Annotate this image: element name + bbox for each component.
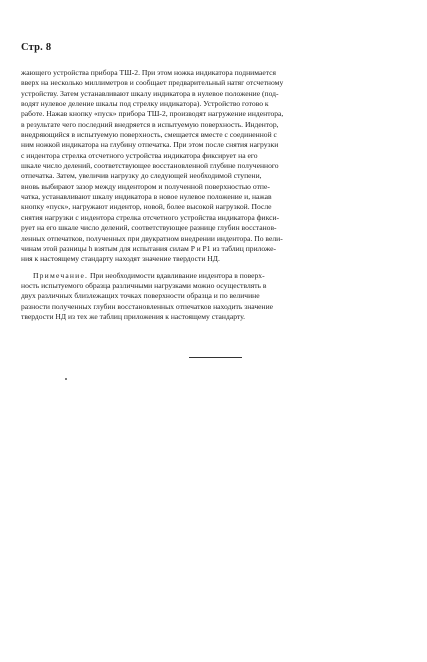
text-line: работе. Нажав кнопку «пуск» прибора ТШ-2, производят нагружение индентора, bbox=[21, 109, 284, 119]
scan-speck bbox=[65, 378, 67, 380]
text-line: снятия нагрузки с индентора стрелка отсчетного устройства индикатора фикси- bbox=[21, 212, 280, 222]
section-divider bbox=[189, 357, 242, 358]
page-number: Стр. 8 bbox=[21, 42, 52, 53]
note-first-line-text: При необходимости вдавливание индентора в поверх- bbox=[88, 270, 265, 280]
text-line: в результате чего последний внедряется в испытуемую поверхность. Индентор, bbox=[21, 119, 279, 129]
text-line: устройству. Затем устанавливают шкалу индикатора в нулевое положение (под- bbox=[21, 88, 279, 98]
note-line: ность испытуемого образца различными нагрузками можно осуществлять в bbox=[21, 280, 267, 290]
text-line: отпечатка. Затем, увеличив нагрузку до следующей необходимой ступени, bbox=[21, 171, 262, 181]
text-line: вверх на несколько миллиметров и сообщает предварительный натяг отсчетному bbox=[21, 78, 284, 88]
note-line: двух различных близлежащих точках поверхности образца и по величине bbox=[21, 291, 260, 301]
text-line: рует на его шкале число делений, соответствующее разнице глубин восстанов- bbox=[21, 223, 277, 233]
note-first-line bbox=[21, 271, 399, 281]
text-line: водят нулевое деление шкалы под стрелку индикатора). Устройство готово к bbox=[21, 99, 269, 109]
text-line: ленных отпечатков, полученных при двукратном внедрении индентора. По вели- bbox=[21, 233, 283, 243]
text-line: с индентора стрелка отсчетного устройства индикатора фиксирует на его bbox=[21, 150, 258, 160]
text-line: вновь выбирают зазор между индентором и полученной поверхностью отпе- bbox=[21, 181, 270, 191]
text-line: чатка, устанавливают шкалу индикатора в новое нулевое положение и, нажав bbox=[21, 192, 272, 202]
text-line: жающего устройства прибора ТШ-2. При этом ножка индикатора поднимается bbox=[21, 68, 277, 77]
text-line: шкале число делений, соответствующее восстановленной глубине полученного bbox=[21, 161, 279, 171]
text-line: чинам этой разницы h взятым для испытания силам P и P1 из таблиц приложе- bbox=[21, 243, 277, 253]
note-line: твердости НД из тех же таблиц приложения к настоящему стандарту. bbox=[21, 311, 246, 321]
text-line: внедряющийся в испытуемую поверхность, смещается вместе с соединенной с bbox=[21, 130, 277, 140]
note-line: разности полученных глубин восстановленных отпечатков находить значение bbox=[21, 301, 274, 311]
note-label: Примечание. bbox=[33, 270, 89, 280]
text-line: ним ножкой индикатора на глубину отпечатка. При этом после снятия нагрузки bbox=[21, 140, 279, 150]
text-line: кнопку «пуск», нагружают индентор, новой, более высокой нагрузкой. После bbox=[21, 202, 272, 212]
text-line: ния к настоящему стандарту находят значение твердости НД. bbox=[21, 254, 220, 264]
main-text bbox=[21, 68, 399, 322]
